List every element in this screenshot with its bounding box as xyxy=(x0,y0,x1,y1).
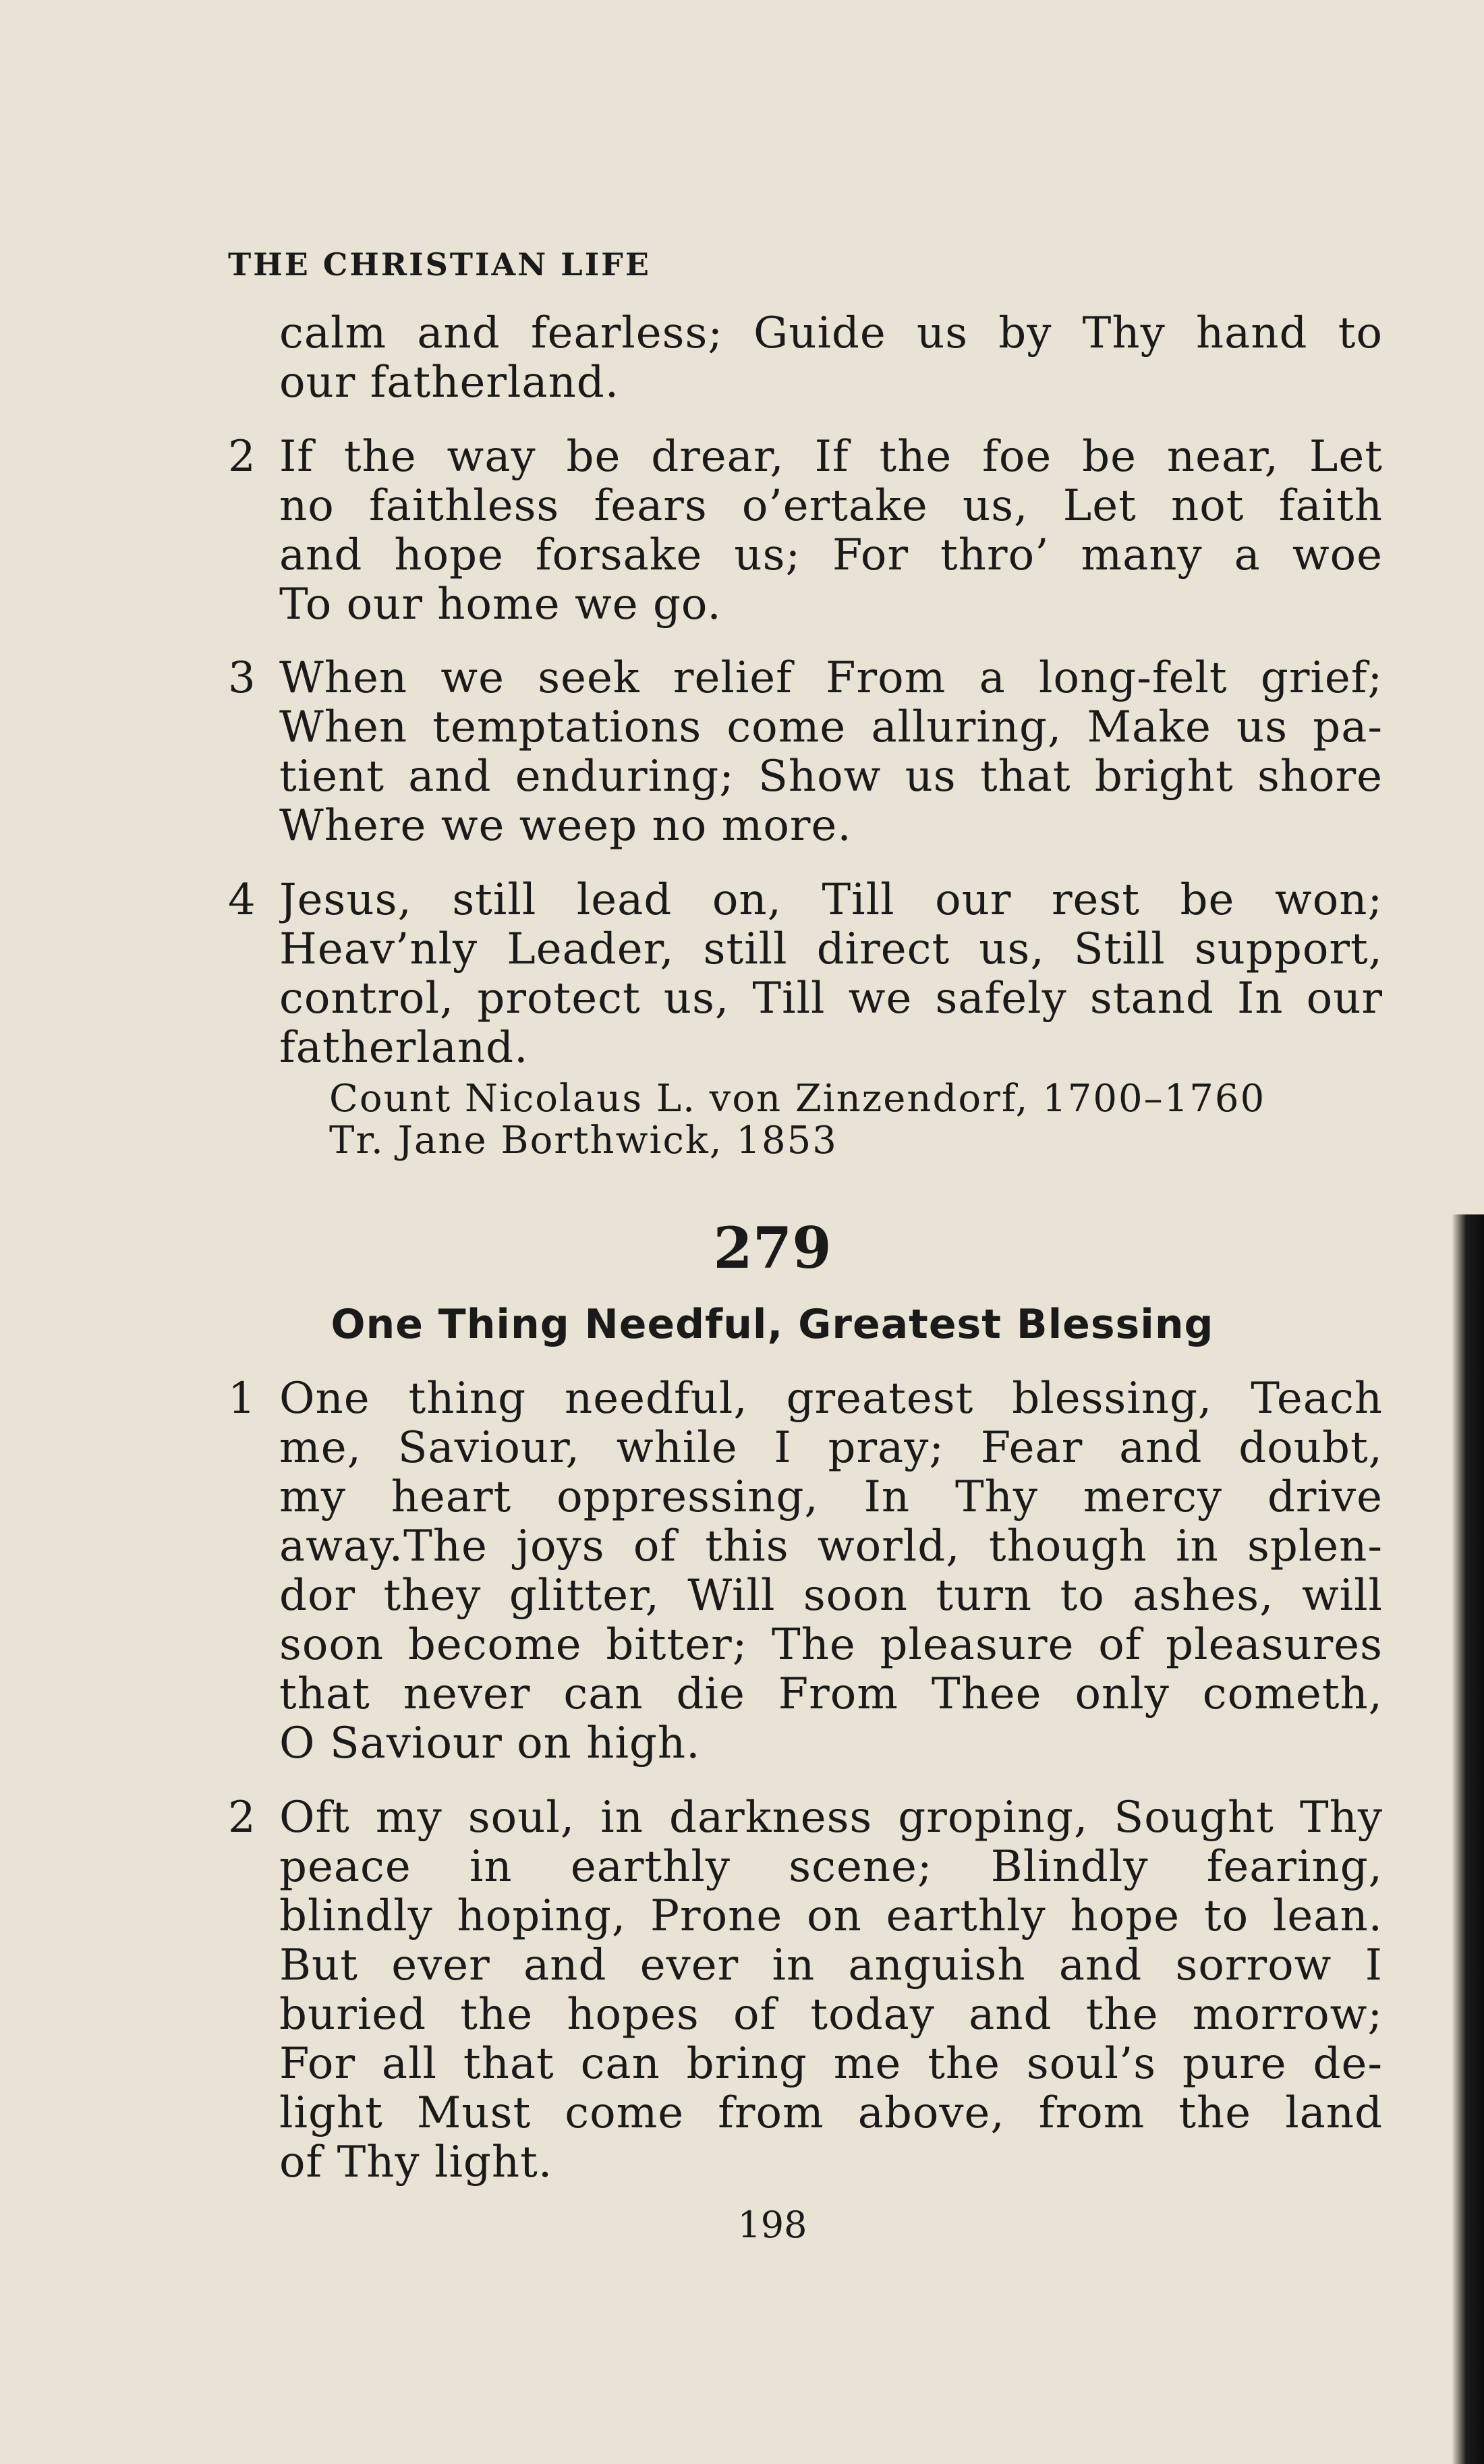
verse-line: soon become bitter; The pleasure of pleasures xyxy=(279,1621,1383,1670)
verse xyxy=(228,654,1383,851)
verse xyxy=(228,1793,1383,2187)
verse-line: To our home we go. xyxy=(279,580,722,629)
verse-line: For all that can bring me the soul’s pure de- xyxy=(279,2040,1383,2089)
verse-line: blindly hoping, Prone on earthly hope to lean. xyxy=(279,1892,1383,1941)
hymn-278-verse-4 xyxy=(228,876,1383,1073)
hymn-title: One Thing Needful, Greatest Blessing xyxy=(331,1301,1214,1348)
verse-line: When temptations come alluring, Make us pa- xyxy=(279,703,1383,752)
verse-line: O Saviour on high. xyxy=(279,1719,701,1768)
verse-line: Jesus, still lead on, Till our rest be won; xyxy=(279,876,1383,925)
hymn-278-verse-3 xyxy=(228,654,1383,851)
verse-line: control, protect us, Till we safely stand In our xyxy=(279,974,1383,1024)
verse-line: Oft my soul, in darkness groping, Sought Thy xyxy=(279,1793,1383,1843)
continuation-line: our fatherland. xyxy=(279,358,620,408)
verse-number: 2 xyxy=(228,432,256,482)
verse-line: fatherland. xyxy=(279,1024,529,1073)
verse xyxy=(228,876,1383,1073)
translator-credit: Tr. Jane Borthwick, 1853 xyxy=(329,1119,838,1163)
hymn-number: 279 xyxy=(713,1214,832,1281)
verse-line: Heav’nly Leader, still direct us, Still support, xyxy=(279,925,1383,974)
author-credit: Count Nicolaus L. von Zinzendorf, 1700–1760 xyxy=(329,1077,1266,1121)
verse-line: When we seek relief From a long-felt grief; xyxy=(279,654,1383,703)
verse-line: and hope forsake us; For thro’ many a woe xyxy=(279,531,1383,580)
verse-line: no faithless fears o’ertake us, Let not faith xyxy=(279,482,1383,531)
verse-line: If the way be drear, If the foe be near, Let xyxy=(279,432,1383,482)
verse-number: 1 xyxy=(228,1374,256,1424)
continuation-verse xyxy=(228,309,1383,408)
hymn-279-verse-1 xyxy=(228,1374,1383,1768)
page-number: 198 xyxy=(737,2204,807,2246)
verse-line: my heart oppressing, In Thy mercy drive xyxy=(279,1473,1383,1522)
running-head: THE CHRISTIAN LIFE xyxy=(228,246,651,283)
verse-line: But ever and ever in anguish and sorrow I xyxy=(279,1941,1383,1990)
verse-number: 3 xyxy=(228,653,256,703)
verse-number: 2 xyxy=(228,1793,256,1843)
verse xyxy=(228,1374,1383,1768)
verse-number: 4 xyxy=(228,875,256,925)
verse-line: One thing needful, greatest blessing, Teach xyxy=(279,1374,1383,1424)
verse-line: buried the hopes of today and the morrow; xyxy=(279,1990,1383,2040)
continuation-line: calm and fearless; Guide us by Thy hand to xyxy=(279,309,1383,358)
verse-line: Where we weep no more. xyxy=(279,802,852,851)
verse xyxy=(228,432,1383,629)
verse-line: away.The joys of this world, though in splen- xyxy=(279,1522,1383,1571)
page-edge-shadow xyxy=(1452,1214,1484,2464)
continuation-block xyxy=(228,309,1383,408)
hymn-278-verse-2 xyxy=(228,432,1383,629)
verse-line: dor they glitter, Will soon turn to ashes, will xyxy=(279,1571,1383,1621)
verse-line: that never can die From Thee only cometh, xyxy=(279,1670,1383,1719)
verse-line: of Thy light. xyxy=(279,2138,553,2187)
verse-line: me, Saviour, while I pray; Fear and doubt, xyxy=(279,1424,1383,1473)
verse-line: light Must come from above, from the land xyxy=(279,2089,1383,2138)
verse-line: tient and enduring; Show us that bright shore xyxy=(279,752,1383,802)
verse-line: peace in earthly scene; Blindly fearing, xyxy=(279,1843,1383,1892)
hymn-279-verse-2 xyxy=(228,1793,1383,2187)
